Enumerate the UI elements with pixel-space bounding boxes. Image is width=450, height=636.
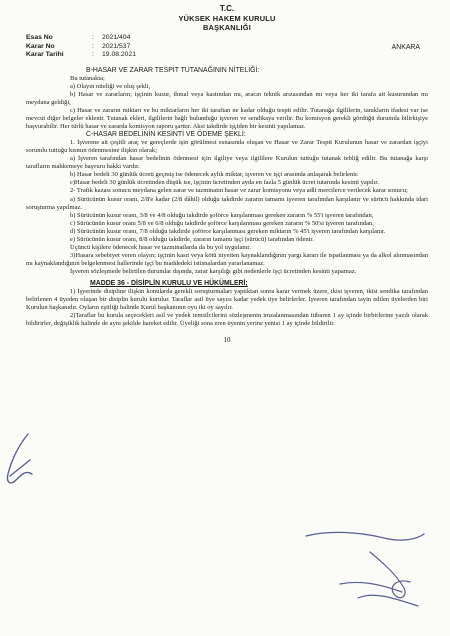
meta-sep: : [92,51,94,59]
meta-sep: : [92,34,94,41]
section-c-sub-a: a) Sürücünün kusur oranı, 2/8'e kadar (2/8 dâhil) olduğu takdirde zararın tamamı işveren tarafından karşılanır ve sürücü hakkında idari soruşturma yapılmaz. [26,195,428,211]
section-c-para-3: 3)Hasara sebebiyet veren olayın; işçinin kasıt veya kötü niyetten kaynaklandığının yargı kararı ile ispatlanması ya da alkol alınmasından mı kaynaklandığının belgelenmesi hallerinde işçi bu maddedeki istisnalardan yararlanamaz. [26,251,428,267]
section-c-item-b: b) Hasar bedeli 30 günlük ücreti geçmiş ise ödenecek aylık miktar, işveren ve işçi arasında anlaşarak belirlenir. [70,171,359,179]
section-c-closing: İşveren sözleşmede belirtilen durumlar dışında, zarar karşılığı gibi nedenlerle işçi ücretinden kesinti yapamaz. [70,267,357,275]
header-title: YÜKSEK HAKEM KURULU [178,14,276,23]
meta-key: Esas No [26,34,53,41]
section-b-item-c: c) Hasar ve zararın miktarı ve bu miktarların her iki taraftan ne kadar olduğu tespit edilir. Tutanağa ilgililerin, tanıkların ifadesi var ise mevcut diğer belgeler eklenir. Tutanak ekleri, ilgililerin bağlı bulunduğu işveren ve sendikaya verilir. Bu komisyon gerekli gördüğü durumda bilirkişiye başvurabilir. Her türlü hasar ve zararda komisyon raporu şarttır. Aksi takdirde işçiden bir kesinti yapılamaz. [26,107,428,131]
madde-36-para-2: 2)Taraflar bu kurula seçecekleri asil ve yedek temsilcilerini sözleşmenin imzalanmasından itibaren 1 ay içinde birbirlerine yazılı olarak bildirirler, değişiklik halinde de aynı şekilde hareket edilir. Üyeliği sona eren üyenin yerine yenisi 1 ay içinde bildirilir. [26,312,428,328]
meta-row-karar [26,43,428,52]
meta-value: 2021/404 [102,34,131,41]
meta-row-esas [26,34,428,43]
city-label: ANKARA [391,44,420,51]
section-b-intro: Bu tutanakta; [70,74,105,82]
page-number: 10 [223,336,231,345]
section-b-heading: B-HASAR VE ZARAR TESPİT TUTANAĞININ NİTELİĞİ: [86,66,260,74]
section-c-sub-c: c) Sürücünün kusur oranı 5/8 ve 6/8 olduğu takdirde şoförce karşılanması gereken zararın % 50'si işveren tarafından, [70,219,374,227]
section-b-item-a: a) Olayın niteliği ve oluş şekli, [70,82,151,90]
meta-sep: : [92,42,94,50]
section-c-heading: C-HASAR BEDELİNİN KESİNTİ VE ÖDEME ŞEKLİ: [86,131,246,139]
header-tc: T.C. [219,4,235,13]
meta-key: Karar Tarihi [26,51,64,59]
meta-value: 2021/537 [102,42,131,50]
section-c-third-party: Üçüncü kişilere ödenecek hasar ve tazminatlarda da bu yol uygulanır. [70,243,251,251]
header-subtitle: BAŞKANLIĞI [203,23,251,32]
case-meta [26,34,428,60]
signature-scribble [300,522,430,612]
section-c-item-c: c)Hasar bedeli 30 günlük ücretinden düşük ise, işçinin ücretinden ayda en fazla 5 günlük ücret tutarında kesinti yapılır. [70,179,379,187]
section-c-para-1: 1. İşverene ait çeşitli araç ve gereçlerde işin görülmesi esnasında oluşan ve Hasar ve Zarar Tespit Kurulunun hasar ve zarardan işçiyi sorumlu tuttuğu kısmın ödenmesine ilişkin olarak; [26,139,428,155]
meta-key: Karar No [26,42,55,50]
section-c-para-2: 2- Trafik kazası sonucu meydana gelen zarar ve tazminatın hasar ve zarar komisyonu veya adli mercilerce verilecek karar sonucu; [70,187,408,195]
section-b-item-b: b) Hasar ve zararların; işçinin kusur, ihmal veya kastından mı, aracın teknik arızasından mı veya her iki tarafa ait kusurundan mı meydana geldiği, [26,90,428,106]
madde-36-para-1: 1) İşyerinde disipline ilişkin konularda gerekli soruşturmaları yaptıktan sonra karar vermek üzere, ikisi işveren, ikisi sendika tarafından belirlenen 4 üyeden oluşan bir disiplin kurulu kurulur. Taraflar asil üye sayısı kadar yedek üye belirlerler. İşveren tarafından tayin edilen üyelerden biri Kurulun başkanıdır. Oyların eşitliği halinde Kurul başkanının oyu iki oy sayılır. [26,288,428,312]
section-c-sub-e: e) Sürücünün kusur oranı, 8/8 olduğu takdirde, zararın tamamı işçi (sürücü) tarafından ödenir. [70,235,314,243]
section-c-sub-d: d) Sürücünün kusur oranı, 7/8 olduğu takdirde şoförce karşılanması gereken miktarın % 45'i işveren tarafından karşılanır. [70,227,386,235]
document-header [26,4,428,32]
section-c-item-a: a) İşveren tarafından hasar bedelinin ödenmesi için ilgiliye veya ilgililere Kurulun tuttuğu tutanak tebliğ edilir. Bu tutanağa karşı tarafların mahkemeye başvuru hakkı vardır. [26,155,428,171]
meta-value: 19.08.2021 [102,51,137,59]
handwritten-pen-mark [2,430,38,496]
section-c-sub-b: b) Sürücünün kusur oranı, 3/8 ve 4/8 olduğu takdirde şoförce karşılanması gereken zararın % 55'i işveren tarafından, [70,211,374,219]
madde-36-heading: MADDE 36 - DİSİPLİN KURULU VE HÜKÜMLERİ; [90,280,248,287]
meta-row-tarih [26,51,428,60]
